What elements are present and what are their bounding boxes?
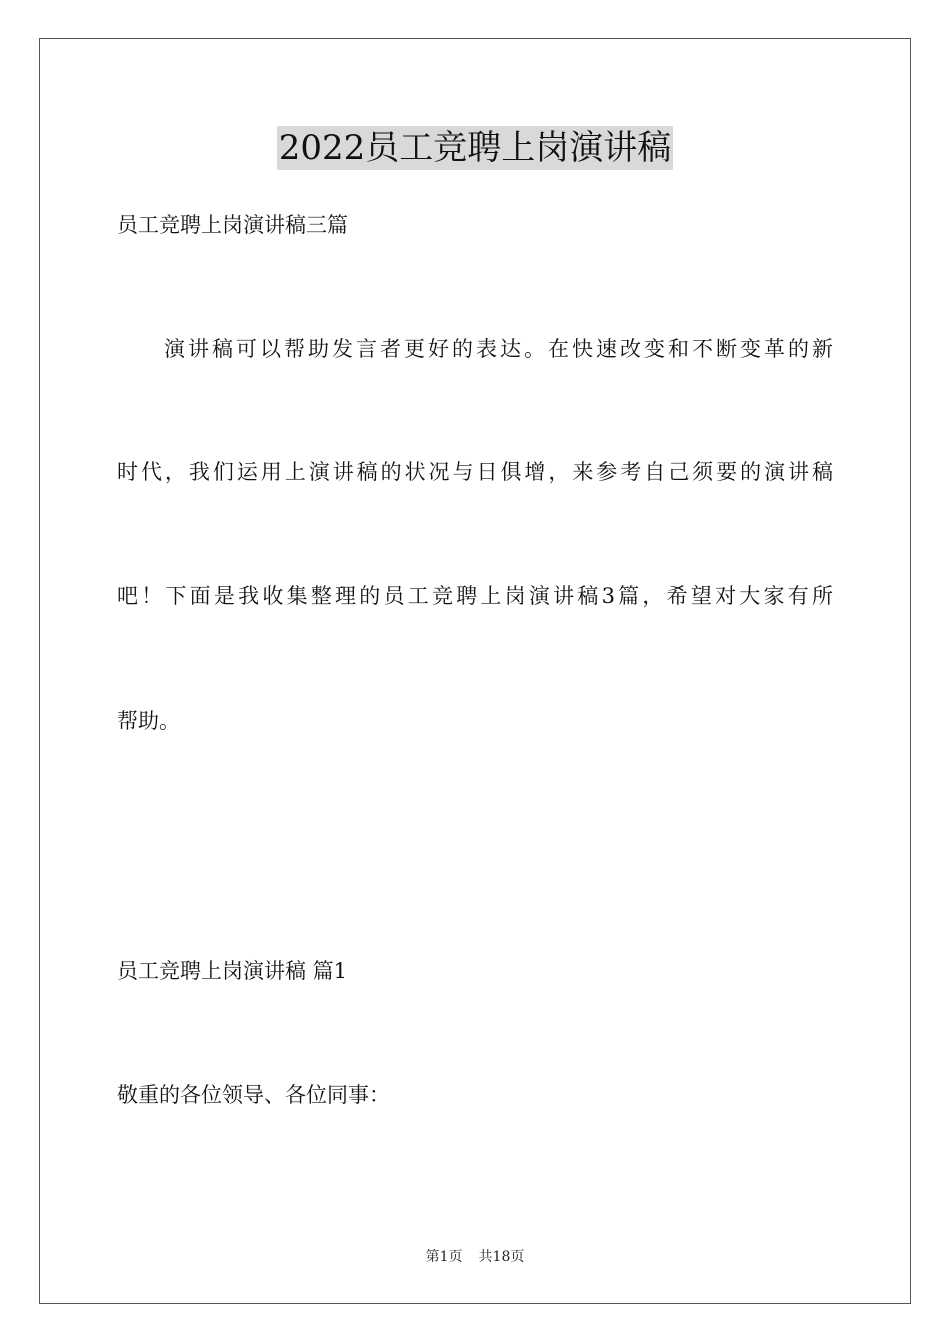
document-subtitle: 员工竞聘上岗演讲稿三篇 bbox=[117, 213, 348, 237]
intro-paragraph-line: 帮助。 bbox=[117, 709, 180, 733]
salutation: 敬重的各位领导、各位同事： bbox=[117, 1083, 390, 1107]
document-title-text: 2022员工竞聘上岗演讲稿 bbox=[278, 128, 672, 168]
intro-paragraph-line: 演讲稿可以帮助发言者更好的表达。在快速改变和不断变革的新 bbox=[164, 337, 833, 361]
page-footer bbox=[0, 1247, 950, 1267]
intro-paragraph-line: 吧！下面是我收集整理的员工竞聘上岗演讲稿3篇，希望对大家有所 bbox=[117, 584, 833, 608]
page-number: 第1页 bbox=[425, 1249, 463, 1265]
intro-paragraph-line: 时代，我们运用上演讲稿的状况与日俱增，来参考自己须要的演讲稿 bbox=[117, 460, 833, 484]
section-heading: 员工竞聘上岗演讲稿 篇1 bbox=[117, 959, 348, 983]
page-total: 共18页 bbox=[478, 1249, 525, 1265]
document-title bbox=[0, 126, 950, 170]
